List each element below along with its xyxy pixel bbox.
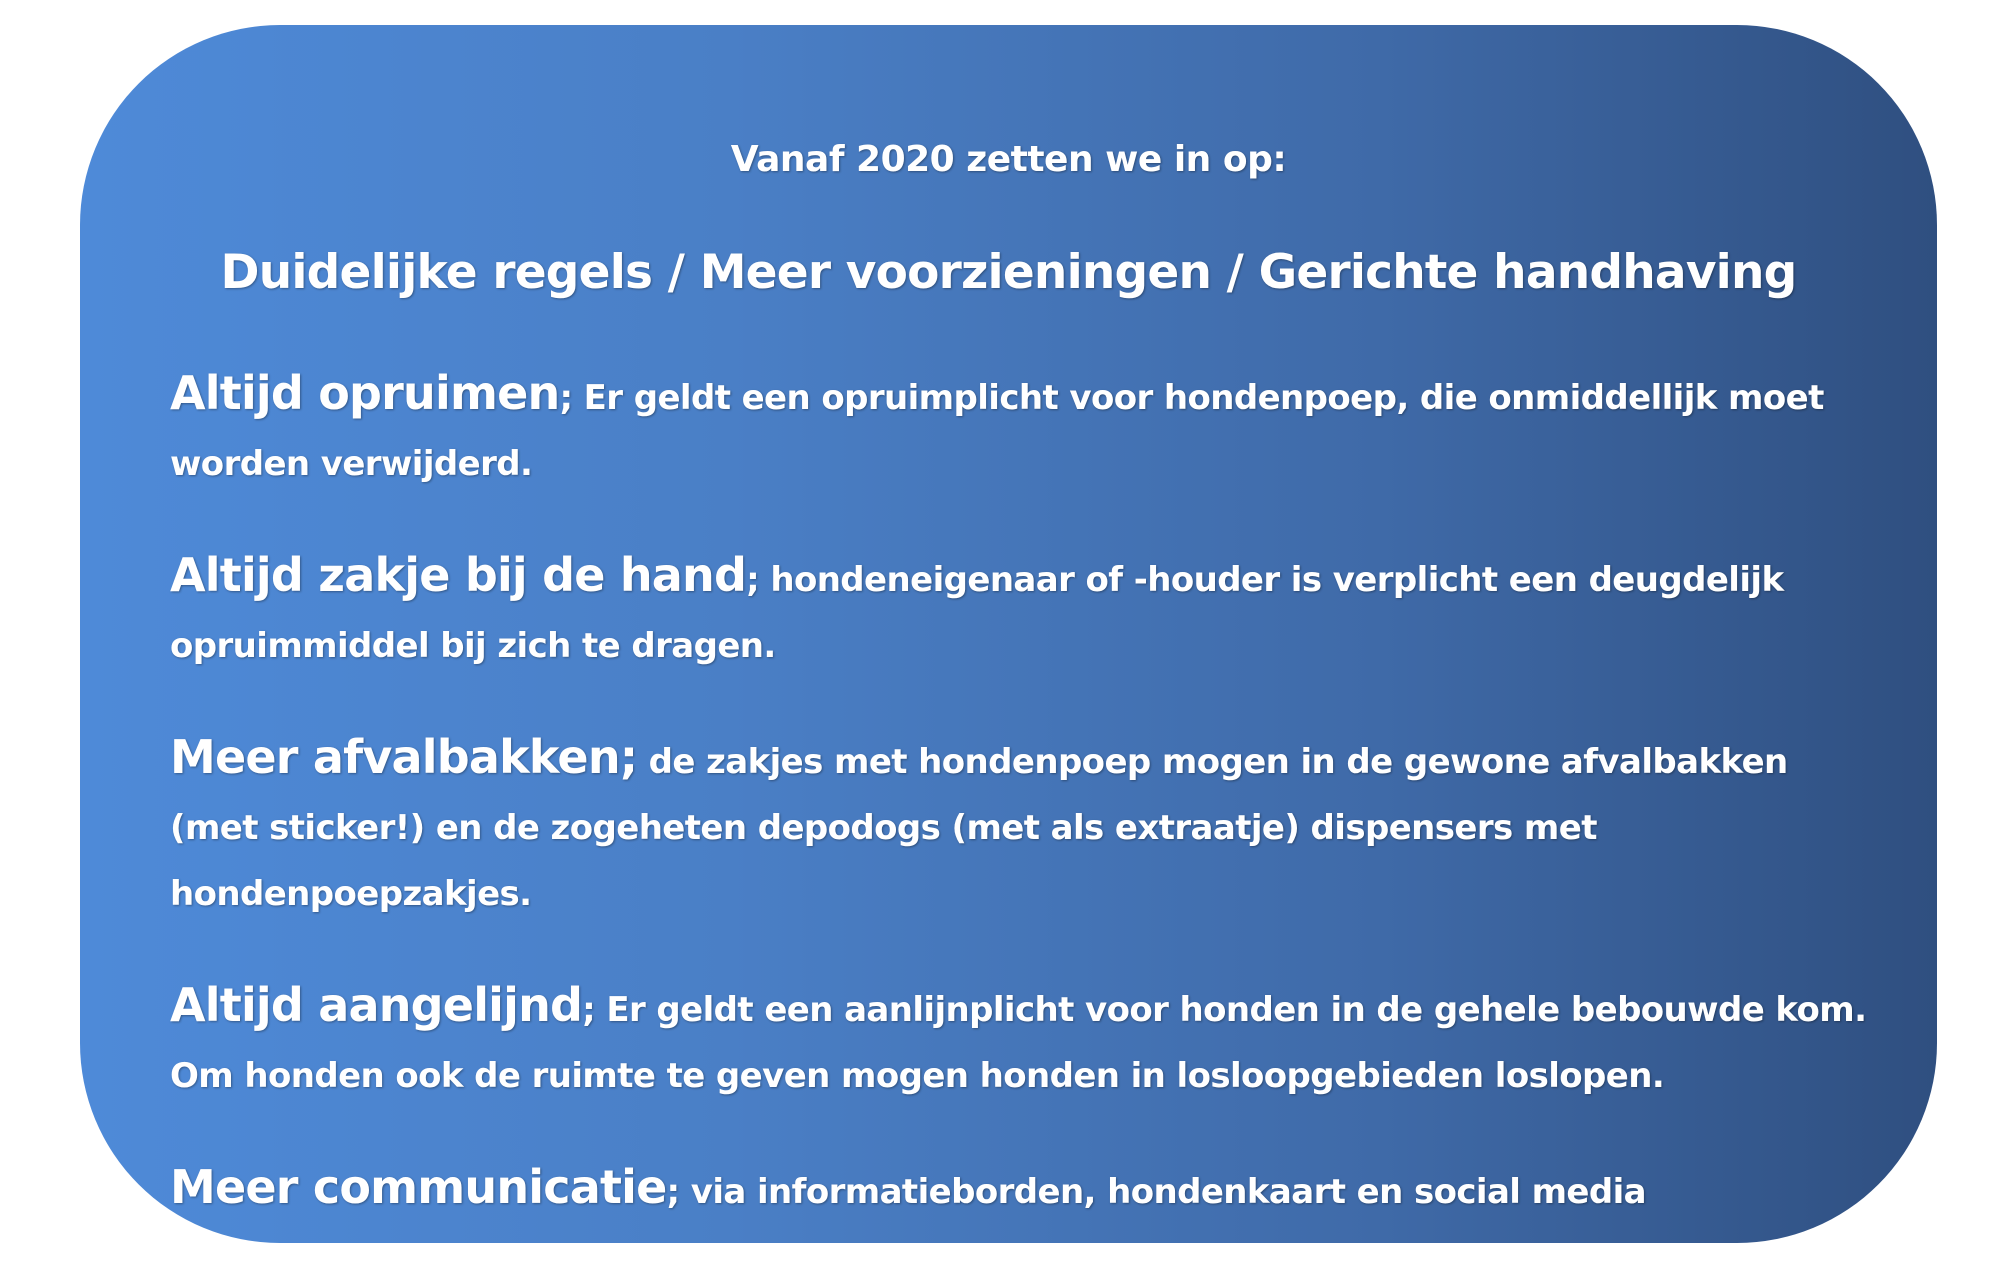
rule-item <box>170 360 1870 497</box>
headline: Duidelijke regels / Meer voorzieningen / Gerichte handhaving <box>220 245 1797 300</box>
rule-item <box>170 1154 1870 1225</box>
rule-item <box>170 542 1870 679</box>
info-card <box>80 25 1937 1243</box>
rule-text: ; Er geldt een opruimplicht voor hondenpoep, die onmiddellijk moet worden verwijderd. <box>170 378 1824 484</box>
rule-text: de zakjes met hondenpoep mogen in de gewone afvalbakken (met sticker!) en de zogeheten depodogs (met als extraatje) dispensers met hondenpoepzakjes. <box>170 742 1788 914</box>
rule-title: Altijd zakje bij de hand <box>170 548 747 602</box>
rule-title: Altijd opruimen <box>170 366 560 420</box>
rules-list <box>170 360 1870 1270</box>
rule-text: ; Er geldt een aanlijnplicht voor honden in de gehele bebouwde kom. Om honden ook de ruimte te geven mogen honden in losloopgebieden loslopen. <box>170 990 1867 1096</box>
rule-text: ; via informatieborden, hondenkaart en social media <box>666 1172 1647 1212</box>
rule-item <box>170 724 1870 927</box>
rule-title: Meer communicatie <box>170 1160 667 1214</box>
rule-item <box>170 972 1870 1109</box>
rule-text: ; hondeneigenaar of -houder is verplicht een deugdelijk opruimmiddel bij zich te dragen. <box>170 560 1784 666</box>
rule-title: Meer afvalbakken; <box>170 730 638 784</box>
rule-title: Altijd aangelijnd <box>170 978 583 1032</box>
intro-text: Vanaf 2020 zetten we in op: <box>730 139 1287 180</box>
